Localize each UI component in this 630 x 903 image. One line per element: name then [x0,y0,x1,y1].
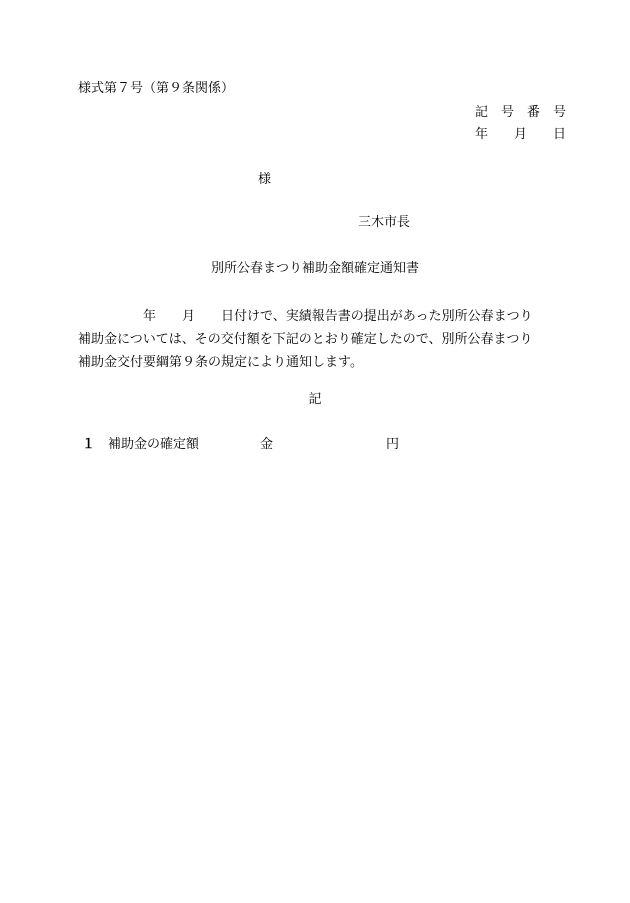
form-label: 様式第７号（第９条関係） [78,81,235,96]
body-line: 年 月 日付けで、実績報告書の提出があった別所公春まつり [78,309,533,324]
ki-heading: 記 [308,392,322,407]
document-date: 年 月 日 [474,127,566,142]
body-line: 補助金については、その交付額を下記のとおり確定したので、別所公春まつり [78,332,533,347]
addressee-suffix: 様 [258,172,272,187]
item-yen: 円 [386,437,400,452]
document-number: 記 号 番 号 [474,105,566,120]
item-number: １ [82,437,96,452]
item-label: 補助金の確定額 [108,437,200,452]
body-paragraph [78,305,566,374]
issuer-name: 三木市長 [358,215,411,230]
document-title: 別所公春まつり補助金額確定通知書 [210,261,419,276]
body-line: 補助金交付要綱第９条の規定により通知します。 [78,355,363,370]
item-kin: 金 [260,437,274,452]
